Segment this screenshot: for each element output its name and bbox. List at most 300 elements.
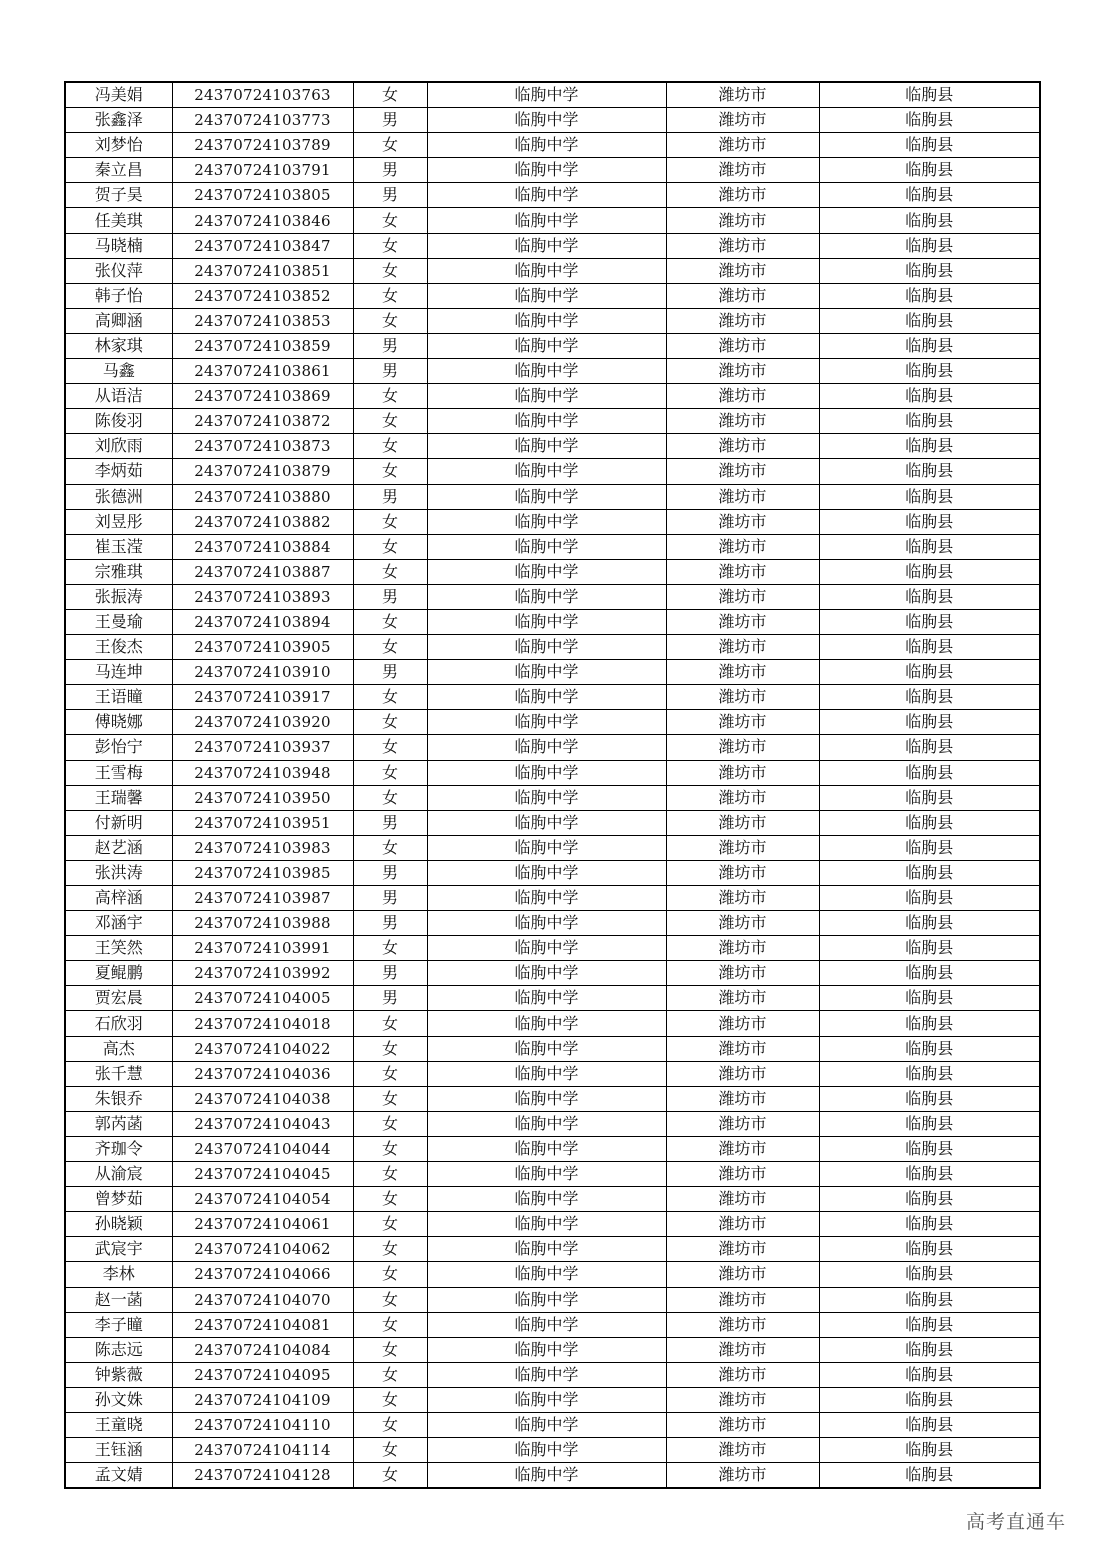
student-name-cell: 王雪梅 <box>65 760 172 785</box>
student-name-cell: 齐珈令 <box>65 1136 172 1161</box>
gender-cell: 女 <box>353 459 427 484</box>
gender-cell: 男 <box>353 183 427 208</box>
student-name-cell: 王笑然 <box>65 936 172 961</box>
county-cell: 临朐县 <box>819 158 1040 183</box>
exam-number-cell: 24370724103880 <box>172 484 353 509</box>
exam-number-cell: 24370724103948 <box>172 760 353 785</box>
student-name-cell: 刘梦怡 <box>65 133 172 158</box>
school-cell: 临朐中学 <box>427 359 666 384</box>
city-cell: 潍坊市 <box>666 1412 819 1437</box>
county-cell: 临朐县 <box>819 133 1040 158</box>
exam-number-cell: 24370724104022 <box>172 1036 353 1061</box>
county-cell: 临朐县 <box>819 1086 1040 1111</box>
county-cell: 临朐县 <box>819 384 1040 409</box>
city-cell: 潍坊市 <box>666 283 819 308</box>
city-cell: 潍坊市 <box>666 359 819 384</box>
exam-number-cell: 24370724103991 <box>172 936 353 961</box>
gender-cell: 女 <box>353 1086 427 1111</box>
county-cell: 临朐县 <box>819 359 1040 384</box>
county-cell: 临朐县 <box>819 459 1040 484</box>
school-cell: 临朐中学 <box>427 183 666 208</box>
county-cell: 临朐县 <box>819 1011 1040 1036</box>
exam-number-cell: 24370724104066 <box>172 1262 353 1287</box>
exam-number-cell: 24370724103937 <box>172 735 353 760</box>
city-cell: 潍坊市 <box>666 1362 819 1387</box>
table-row <box>65 384 1040 409</box>
county-cell: 临朐县 <box>819 183 1040 208</box>
table-row <box>65 409 1040 434</box>
table-row <box>65 359 1040 384</box>
student-name-cell: 张洪涛 <box>65 860 172 885</box>
table-row <box>65 660 1040 685</box>
table-row <box>65 459 1040 484</box>
county-cell: 临朐县 <box>819 785 1040 810</box>
student-name-cell: 冯美娟 <box>65 82 172 108</box>
student-name-cell: 夏鲲鹏 <box>65 961 172 986</box>
table-row <box>65 986 1040 1011</box>
school-cell: 临朐中学 <box>427 1237 666 1262</box>
school-cell: 临朐中学 <box>427 409 666 434</box>
exam-number-cell: 24370724103910 <box>172 660 353 685</box>
school-cell: 临朐中学 <box>427 82 666 108</box>
gender-cell: 女 <box>353 1212 427 1237</box>
table-row <box>65 1111 1040 1136</box>
county-cell: 临朐县 <box>819 1262 1040 1287</box>
school-cell: 临朐中学 <box>427 534 666 559</box>
table-row <box>65 1312 1040 1337</box>
student-name-cell: 王钰涵 <box>65 1438 172 1463</box>
table-row <box>65 1387 1040 1412</box>
city-cell: 潍坊市 <box>666 986 819 1011</box>
student-name-cell: 从渝宸 <box>65 1162 172 1187</box>
table-row <box>65 936 1040 961</box>
table-row <box>65 1036 1040 1061</box>
table-row <box>65 609 1040 634</box>
school-cell: 临朐中学 <box>427 1463 666 1489</box>
student-name-cell: 刘欣雨 <box>65 434 172 459</box>
table-row <box>65 484 1040 509</box>
exam-number-cell: 24370724103882 <box>172 509 353 534</box>
county-cell: 临朐县 <box>819 1237 1040 1262</box>
school-cell: 临朐中学 <box>427 609 666 634</box>
table-row <box>65 1362 1040 1387</box>
county-cell: 临朐县 <box>819 1162 1040 1187</box>
student-name-cell: 孙文姝 <box>65 1387 172 1412</box>
county-cell: 临朐县 <box>819 1287 1040 1312</box>
city-cell: 潍坊市 <box>666 1337 819 1362</box>
student-name-cell: 高杰 <box>65 1036 172 1061</box>
table-row <box>65 1187 1040 1212</box>
school-cell: 临朐中学 <box>427 1061 666 1086</box>
exam-number-cell: 24370724103983 <box>172 835 353 860</box>
county-cell: 临朐县 <box>819 108 1040 133</box>
student-name-cell: 高梓涵 <box>65 886 172 911</box>
student-name-cell: 石欣羽 <box>65 1011 172 1036</box>
table-row <box>65 810 1040 835</box>
county-cell: 临朐县 <box>819 584 1040 609</box>
county-cell: 临朐县 <box>819 1438 1040 1463</box>
city-cell: 潍坊市 <box>666 1011 819 1036</box>
county-cell: 临朐县 <box>819 609 1040 634</box>
school-cell: 临朐中学 <box>427 785 666 810</box>
city-cell: 潍坊市 <box>666 886 819 911</box>
county-cell: 临朐县 <box>819 283 1040 308</box>
county-cell: 临朐县 <box>819 685 1040 710</box>
city-cell: 潍坊市 <box>666 710 819 735</box>
county-cell: 临朐县 <box>819 1412 1040 1437</box>
county-cell: 临朐县 <box>819 835 1040 860</box>
city-cell: 潍坊市 <box>666 82 819 108</box>
table-row <box>65 1337 1040 1362</box>
table-row <box>65 1262 1040 1287</box>
exam-number-cell: 24370724103852 <box>172 283 353 308</box>
county-cell: 临朐县 <box>819 1136 1040 1161</box>
exam-number-cell: 24370724103869 <box>172 384 353 409</box>
school-cell: 临朐中学 <box>427 835 666 860</box>
gender-cell: 女 <box>353 384 427 409</box>
exam-number-cell: 24370724104061 <box>172 1212 353 1237</box>
city-cell: 潍坊市 <box>666 1463 819 1489</box>
exam-number-cell: 24370724103992 <box>172 961 353 986</box>
student-name-cell: 马鑫 <box>65 359 172 384</box>
student-name-cell: 崔玉滢 <box>65 534 172 559</box>
table-row <box>65 886 1040 911</box>
exam-number-cell: 24370724103894 <box>172 609 353 634</box>
student-name-cell: 钟紫薇 <box>65 1362 172 1387</box>
gender-cell: 男 <box>353 860 427 885</box>
table-row <box>65 1086 1040 1111</box>
student-name-cell: 王曼瑜 <box>65 609 172 634</box>
student-list-body <box>65 82 1040 1488</box>
gender-cell: 女 <box>353 1362 427 1387</box>
student-name-cell: 彭怡宁 <box>65 735 172 760</box>
school-cell: 临朐中学 <box>427 1312 666 1337</box>
county-cell: 临朐县 <box>819 484 1040 509</box>
school-cell: 临朐中学 <box>427 1011 666 1036</box>
gender-cell: 女 <box>353 760 427 785</box>
city-cell: 潍坊市 <box>666 108 819 133</box>
exam-number-cell: 24370724103872 <box>172 409 353 434</box>
city-cell: 潍坊市 <box>666 1187 819 1212</box>
table-row <box>65 534 1040 559</box>
exam-number-cell: 24370724104070 <box>172 1287 353 1312</box>
student-name-cell: 张鑫泽 <box>65 108 172 133</box>
city-cell: 潍坊市 <box>666 810 819 835</box>
gender-cell: 女 <box>353 685 427 710</box>
student-name-cell: 王童晓 <box>65 1412 172 1437</box>
student-name-cell: 张仪萍 <box>65 258 172 283</box>
city-cell: 潍坊市 <box>666 534 819 559</box>
student-name-cell: 郭芮菡 <box>65 1111 172 1136</box>
table-row <box>65 233 1040 258</box>
school-cell: 临朐中学 <box>427 1362 666 1387</box>
gender-cell: 女 <box>353 710 427 735</box>
student-name-cell: 高卿涵 <box>65 308 172 333</box>
county-cell: 临朐县 <box>819 860 1040 885</box>
county-cell: 临朐县 <box>819 911 1040 936</box>
city-cell: 潍坊市 <box>666 559 819 584</box>
gender-cell: 女 <box>353 1312 427 1337</box>
exam-number-cell: 24370724104018 <box>172 1011 353 1036</box>
student-name-cell: 宗雅琪 <box>65 559 172 584</box>
gender-cell: 女 <box>353 233 427 258</box>
gender-cell: 女 <box>353 283 427 308</box>
city-cell: 潍坊市 <box>666 685 819 710</box>
student-name-cell: 贾宏晨 <box>65 986 172 1011</box>
gender-cell: 女 <box>353 133 427 158</box>
exam-number-cell: 24370724103773 <box>172 108 353 133</box>
school-cell: 临朐中学 <box>427 108 666 133</box>
student-name-cell: 陈俊羽 <box>65 409 172 434</box>
school-cell: 临朐中学 <box>427 283 666 308</box>
city-cell: 潍坊市 <box>666 233 819 258</box>
county-cell: 临朐县 <box>819 258 1040 283</box>
county-cell: 临朐县 <box>819 1387 1040 1412</box>
school-cell: 临朐中学 <box>427 1287 666 1312</box>
gender-cell: 女 <box>353 409 427 434</box>
table-row <box>65 509 1040 534</box>
table-row <box>65 1162 1040 1187</box>
school-cell: 临朐中学 <box>427 1136 666 1161</box>
school-cell: 临朐中学 <box>427 886 666 911</box>
gender-cell: 女 <box>353 1412 427 1437</box>
table-row <box>65 1212 1040 1237</box>
exam-number-cell: 24370724103988 <box>172 911 353 936</box>
student-name-cell: 任美琪 <box>65 208 172 233</box>
gender-cell: 女 <box>353 1387 427 1412</box>
county-cell: 临朐县 <box>819 1187 1040 1212</box>
gender-cell: 男 <box>353 911 427 936</box>
gender-cell: 男 <box>353 986 427 1011</box>
city-cell: 潍坊市 <box>666 760 819 785</box>
exam-number-cell: 24370724103846 <box>172 208 353 233</box>
school-cell: 临朐中学 <box>427 158 666 183</box>
school-cell: 临朐中学 <box>427 635 666 660</box>
table-row <box>65 108 1040 133</box>
city-cell: 潍坊市 <box>666 860 819 885</box>
table-row <box>65 710 1040 735</box>
gender-cell: 女 <box>353 1438 427 1463</box>
school-cell: 临朐中学 <box>427 459 666 484</box>
table-row <box>65 1438 1040 1463</box>
exam-number-cell: 24370724103853 <box>172 308 353 333</box>
student-name-cell: 陈志远 <box>65 1337 172 1362</box>
gender-cell: 女 <box>353 1036 427 1061</box>
city-cell: 潍坊市 <box>666 635 819 660</box>
county-cell: 临朐县 <box>819 559 1040 584</box>
exam-number-cell: 24370724103847 <box>172 233 353 258</box>
school-cell: 临朐中学 <box>427 1162 666 1187</box>
table-row <box>65 1412 1040 1437</box>
gender-cell: 女 <box>353 82 427 108</box>
exam-number-cell: 24370724103887 <box>172 559 353 584</box>
school-cell: 临朐中学 <box>427 986 666 1011</box>
school-cell: 临朐中学 <box>427 961 666 986</box>
city-cell: 潍坊市 <box>666 308 819 333</box>
school-cell: 临朐中学 <box>427 484 666 509</box>
county-cell: 临朐县 <box>819 660 1040 685</box>
table-row <box>65 1011 1040 1036</box>
school-cell: 临朐中学 <box>427 810 666 835</box>
school-cell: 临朐中学 <box>427 559 666 584</box>
exam-number-cell: 24370724104036 <box>172 1061 353 1086</box>
school-cell: 临朐中学 <box>427 258 666 283</box>
exam-number-cell: 24370724103920 <box>172 710 353 735</box>
city-cell: 潍坊市 <box>666 1438 819 1463</box>
city-cell: 潍坊市 <box>666 1111 819 1136</box>
city-cell: 潍坊市 <box>666 735 819 760</box>
county-cell: 临朐县 <box>819 1036 1040 1061</box>
gender-cell: 女 <box>353 208 427 233</box>
gender-cell: 女 <box>353 434 427 459</box>
student-name-cell: 张德洲 <box>65 484 172 509</box>
gender-cell: 女 <box>353 785 427 810</box>
student-name-cell: 李炳茹 <box>65 459 172 484</box>
city-cell: 潍坊市 <box>666 835 819 860</box>
exam-number-cell: 24370724103905 <box>172 635 353 660</box>
city-cell: 潍坊市 <box>666 785 819 810</box>
table-row <box>65 1136 1040 1161</box>
student-list-table <box>64 81 1041 1489</box>
student-name-cell: 张振涛 <box>65 584 172 609</box>
gender-cell: 女 <box>353 835 427 860</box>
gender-cell: 女 <box>353 735 427 760</box>
student-name-cell: 刘昱彤 <box>65 509 172 534</box>
exam-number-cell: 24370724104128 <box>172 1463 353 1489</box>
city-cell: 潍坊市 <box>666 1312 819 1337</box>
gender-cell: 女 <box>353 936 427 961</box>
gender-cell: 女 <box>353 609 427 634</box>
school-cell: 临朐中学 <box>427 208 666 233</box>
county-cell: 临朐县 <box>819 1061 1040 1086</box>
county-cell: 临朐县 <box>819 509 1040 534</box>
student-name-cell: 李林 <box>65 1262 172 1287</box>
table-row <box>65 158 1040 183</box>
student-name-cell: 王俊杰 <box>65 635 172 660</box>
city-cell: 潍坊市 <box>666 609 819 634</box>
county-cell: 临朐县 <box>819 82 1040 108</box>
county-cell: 临朐县 <box>819 534 1040 559</box>
exam-number-cell: 24370724103917 <box>172 685 353 710</box>
gender-cell: 男 <box>353 961 427 986</box>
school-cell: 临朐中学 <box>427 233 666 258</box>
gender-cell: 男 <box>353 584 427 609</box>
gender-cell: 女 <box>353 635 427 660</box>
table-row <box>65 685 1040 710</box>
student-name-cell: 贺子昊 <box>65 183 172 208</box>
table-row <box>65 308 1040 333</box>
table-row <box>65 785 1040 810</box>
gender-cell: 女 <box>353 1237 427 1262</box>
city-cell: 潍坊市 <box>666 911 819 936</box>
table-row <box>65 735 1040 760</box>
student-name-cell: 付新明 <box>65 810 172 835</box>
exam-number-cell: 24370724104095 <box>172 1362 353 1387</box>
city-cell: 潍坊市 <box>666 208 819 233</box>
county-cell: 临朐县 <box>819 1463 1040 1489</box>
city-cell: 潍坊市 <box>666 434 819 459</box>
county-cell: 临朐县 <box>819 1111 1040 1136</box>
city-cell: 潍坊市 <box>666 409 819 434</box>
gender-cell: 女 <box>353 559 427 584</box>
exam-number-cell: 24370724104043 <box>172 1111 353 1136</box>
city-cell: 潍坊市 <box>666 133 819 158</box>
gender-cell: 女 <box>353 1136 427 1161</box>
exam-number-cell: 24370724104038 <box>172 1086 353 1111</box>
county-cell: 临朐县 <box>819 434 1040 459</box>
exam-number-cell: 24370724103884 <box>172 534 353 559</box>
gender-cell: 女 <box>353 1463 427 1489</box>
exam-number-cell: 24370724104045 <box>172 1162 353 1187</box>
school-cell: 临朐中学 <box>427 710 666 735</box>
student-name-cell: 王瑞馨 <box>65 785 172 810</box>
exam-number-cell: 24370724103951 <box>172 810 353 835</box>
school-cell: 临朐中学 <box>427 584 666 609</box>
exam-number-cell: 24370724103893 <box>172 584 353 609</box>
table-row <box>65 333 1040 358</box>
table-row <box>65 559 1040 584</box>
gender-cell: 男 <box>353 810 427 835</box>
county-cell: 临朐县 <box>819 1212 1040 1237</box>
county-cell: 临朐县 <box>819 333 1040 358</box>
table-row <box>65 283 1040 308</box>
county-cell: 临朐县 <box>819 735 1040 760</box>
school-cell: 临朐中学 <box>427 1262 666 1287</box>
county-cell: 临朐县 <box>819 208 1040 233</box>
exam-number-cell: 24370724103763 <box>172 82 353 108</box>
gender-cell: 女 <box>353 308 427 333</box>
county-cell: 临朐县 <box>819 1362 1040 1387</box>
exam-number-cell: 24370724103873 <box>172 434 353 459</box>
watermark-text: 高考直通车 <box>966 1511 1067 1533</box>
county-cell: 临朐县 <box>819 233 1040 258</box>
student-name-cell: 马连坤 <box>65 660 172 685</box>
exam-number-cell: 24370724103791 <box>172 158 353 183</box>
county-cell: 临朐县 <box>819 961 1040 986</box>
gender-cell: 男 <box>353 333 427 358</box>
student-name-cell: 傅晓娜 <box>65 710 172 735</box>
gender-cell: 女 <box>353 1061 427 1086</box>
city-cell: 潍坊市 <box>666 1287 819 1312</box>
student-name-cell: 韩子怡 <box>65 283 172 308</box>
table-row <box>65 584 1040 609</box>
city-cell: 潍坊市 <box>666 1162 819 1187</box>
city-cell: 潍坊市 <box>666 1136 819 1161</box>
school-cell: 临朐中学 <box>427 1036 666 1061</box>
city-cell: 潍坊市 <box>666 384 819 409</box>
exam-number-cell: 24370724103859 <box>172 333 353 358</box>
gender-cell: 女 <box>353 1111 427 1136</box>
exam-number-cell: 24370724103985 <box>172 860 353 885</box>
exam-number-cell: 24370724103861 <box>172 359 353 384</box>
table-row <box>65 434 1040 459</box>
exam-number-cell: 24370724104044 <box>172 1136 353 1161</box>
table-row <box>65 760 1040 785</box>
student-name-cell: 邓涵宇 <box>65 911 172 936</box>
student-name-cell: 李子瞳 <box>65 1312 172 1337</box>
school-cell: 临朐中学 <box>427 1111 666 1136</box>
student-name-cell: 赵艺涵 <box>65 835 172 860</box>
school-cell: 临朐中学 <box>427 660 666 685</box>
city-cell: 潍坊市 <box>666 1061 819 1086</box>
school-cell: 临朐中学 <box>427 760 666 785</box>
school-cell: 临朐中学 <box>427 911 666 936</box>
table-row <box>65 1463 1040 1489</box>
city-cell: 潍坊市 <box>666 1086 819 1111</box>
exam-number-cell: 24370724104114 <box>172 1438 353 1463</box>
city-cell: 潍坊市 <box>666 961 819 986</box>
table-row <box>65 133 1040 158</box>
